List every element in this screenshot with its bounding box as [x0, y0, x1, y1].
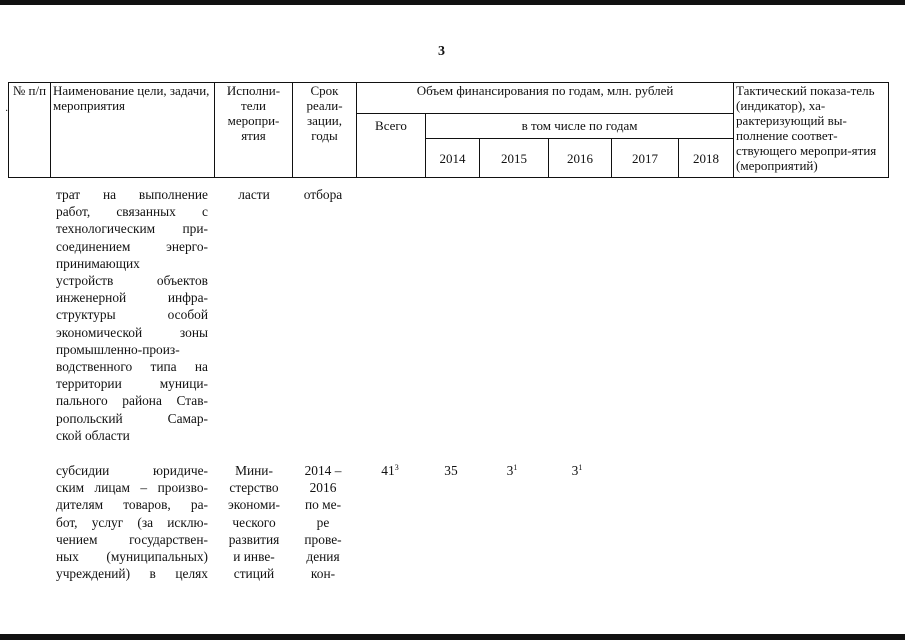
header-year-2016: 2016 [549, 139, 612, 178]
page-number: 3 [438, 44, 445, 59]
row1-name-line: экономической зоны [56, 324, 208, 340]
row2-exec-line: экономи- [228, 497, 280, 513]
row2-name-line: субсидии юридиче- [56, 463, 208, 478]
row2-name-line: учреждений) в целях [56, 566, 208, 582]
row1-name-line: устройств объектов [56, 273, 208, 289]
row1-exec-line: ласти [238, 187, 270, 202]
row2-exec-line: стерство [229, 480, 279, 496]
row2-exec [216, 462, 292, 582]
header-num: № п/п [9, 83, 51, 178]
header-term: Срок реали-зации, годы [293, 83, 357, 178]
row1-name-line: пального района Став- [56, 393, 208, 409]
table-header [8, 82, 889, 178]
header-year-2017: 2017 [612, 139, 679, 178]
row1-name-line: территории муници- [56, 376, 208, 392]
row1-name-line: структуры особой [56, 307, 208, 323]
row1-name-line: водственного типа на [56, 359, 208, 375]
row2-exec-line: ческого [232, 514, 276, 530]
row2-total-value: 41 [381, 463, 395, 478]
row2-term-line: 2014 – [304, 463, 342, 478]
top-border [0, 0, 905, 5]
row1-name-line: инженерной инфра- [56, 290, 208, 306]
row2-exec-line: стиций [233, 566, 275, 582]
row2-term-line: дения [306, 549, 340, 565]
row1-term [292, 186, 354, 203]
row2-2015-footnote: 1 [513, 463, 518, 472]
row2-name-line: дителям товаров, ра- [56, 497, 208, 513]
row2-name-line: чением государствен- [56, 531, 208, 547]
row2-2016 [546, 462, 608, 479]
row2-2015-value: 3 [506, 463, 514, 478]
row1-name-line: трат на выполнение [56, 187, 208, 202]
margin-mark: · [5, 106, 9, 117]
row2-term [292, 462, 354, 582]
row1-name-line: технологическим при- [56, 221, 208, 237]
row2-name-line: ским лицам – произво- [56, 480, 208, 496]
row2-total-footnote: 3 [394, 463, 399, 472]
header-exec: Исполни-тели меропри-ятия [215, 83, 293, 178]
row2-2016-value: 3 [571, 463, 579, 478]
row2-name-line: бот, услуг (за исклю- [56, 514, 208, 530]
row2-term-line: ре [316, 514, 330, 530]
row1-term-line: отбора [303, 187, 343, 202]
row1-name-line: ропольский Самар- [56, 410, 208, 426]
row2-2015 [478, 462, 546, 479]
row2-term-line: 2016 [309, 480, 337, 496]
row1-name-line: ской области [56, 427, 130, 443]
row2-name-line: ных (муниципальных) [56, 549, 208, 565]
row1-name-line: принимающих [56, 255, 140, 271]
row1-name-line: соединением энерго- [56, 238, 208, 254]
header-year-2018: 2018 [679, 139, 734, 178]
row2-exec-line: развития [228, 531, 280, 547]
row2-total [356, 462, 424, 479]
bottom-border [0, 634, 905, 640]
row1-name-line: промышленно-произ- [56, 341, 180, 357]
header-year-2015: 2015 [480, 139, 549, 178]
header-total: Всего [357, 114, 426, 178]
header-finance: Объем финансирования по годам, млн. рублей [357, 83, 734, 114]
header-year-2014: 2014 [426, 139, 480, 178]
row2-term-line: кон- [310, 566, 336, 582]
header-indicator: Тактический показа-тель (индикатор), ха-рактеризующий вы-полнение соответ-ствующего меропри-ятия (мероприятий) [734, 83, 889, 178]
row2-2014: 35 [444, 463, 458, 478]
row2-exec-line: Мини- [235, 463, 273, 478]
row1-exec [216, 186, 292, 203]
row1-name [56, 186, 208, 444]
row2-name [56, 462, 208, 582]
header-name: Наименование цели, задачи, мероприятия [51, 83, 215, 178]
row2-term-line: по ме- [304, 497, 342, 513]
row2-term-line: прове- [304, 531, 342, 547]
row1-name-line: работ, связанных с [56, 204, 208, 220]
row2-exec-line: и инве- [233, 549, 275, 565]
header-by-years: в том числе по годам [426, 114, 734, 139]
row2-2016-footnote: 1 [578, 463, 583, 472]
